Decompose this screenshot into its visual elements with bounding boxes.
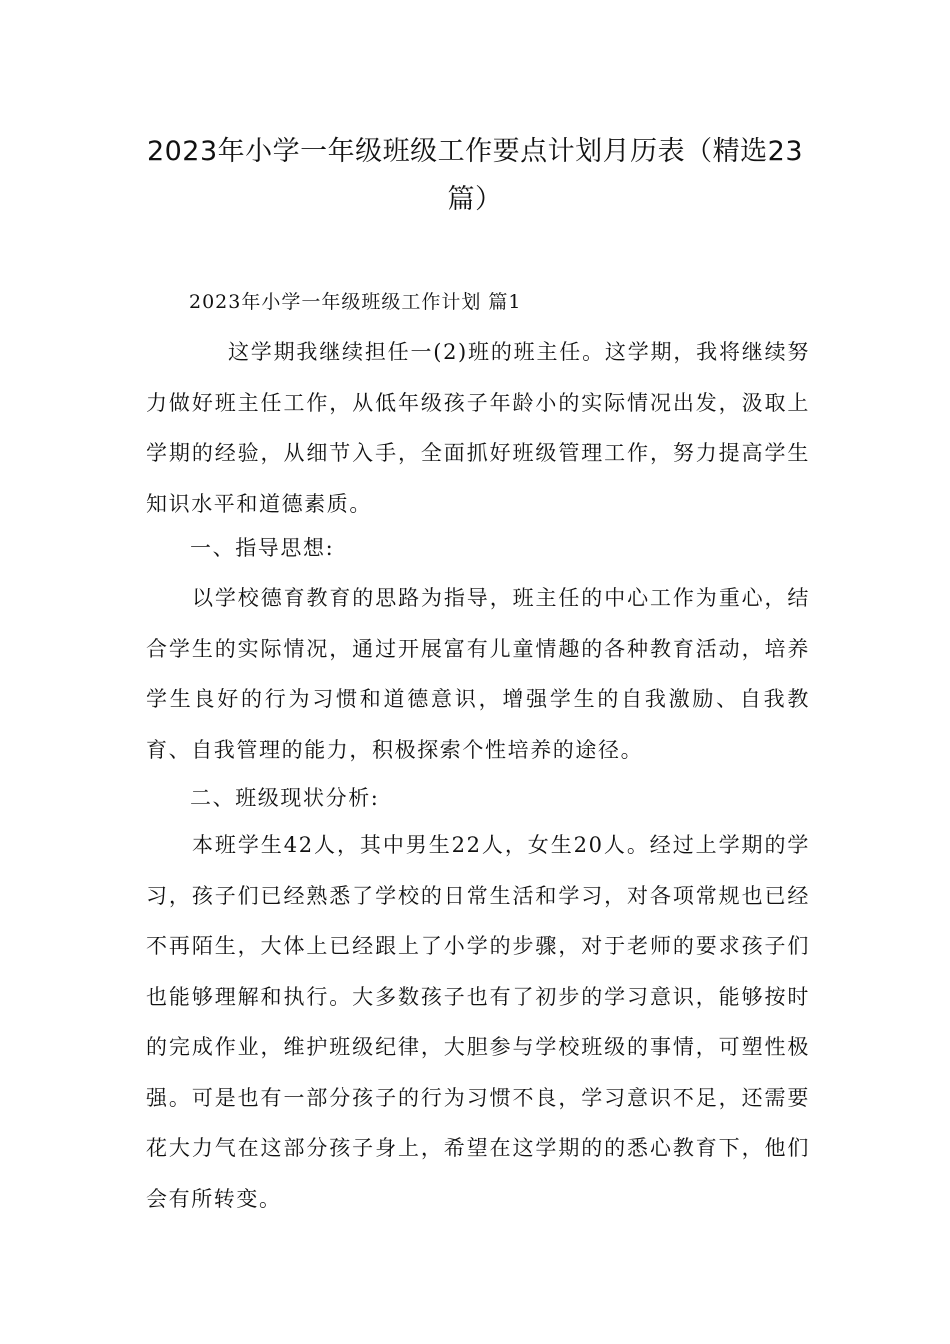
section-subtitle: 2023年小学一年级班级工作计划 篇1 — [189, 291, 522, 313]
guiding-thought-paragraph: 以学校德育教育的思路为指导，班主任的中心工作为重心，结合学生的实际情况，通过开展富有儿童情趣的各种教育活动，培养学生良好的行为习惯和道德意识，增强学生的自我激励、自我教育、自我管理的能力，积极探索个性培养的途径。 — [146, 586, 810, 762]
section-heading-class-analysis: 二、班级现状分析: — [190, 786, 380, 810]
intro-paragraph: 这学期我继续担任一(2)班的班主任。这学期，我将继续努力做好班主任工作，从低年级孩子年龄小的实际情况出发，汲取上学期的经验，从细节入手，全面抓好班级管理工作，努力提高学生知识水平和道德素质。 — [146, 340, 810, 516]
document-title: 2023年小学一年级班级工作要点计划月历表（精选23篇） — [146, 136, 804, 215]
class-analysis-paragraph: 本班学生42人，其中男生22人，女生20人。经过上学期的学习，孩子们已经熟悉了学校的日常生活和学习，对各项常规也已经不再陌生，大体上已经跟上了小学的步骤，对于老师的要求孩子们也能够理解和执行。大多数孩子也有了初步的学习意识，能够按时的完成作业，维护班级纪律，大胆参与学校班级的事情，可塑性极强。可是也有一部分孩子的行为习惯不良，学习意识不足，还需要花大力气在这部分孩子身上，希望在这学期的的悉心教育下，他们会有所转变。 — [146, 833, 810, 1211]
section-heading-guiding-thought: 一、指导思想: — [190, 536, 335, 560]
